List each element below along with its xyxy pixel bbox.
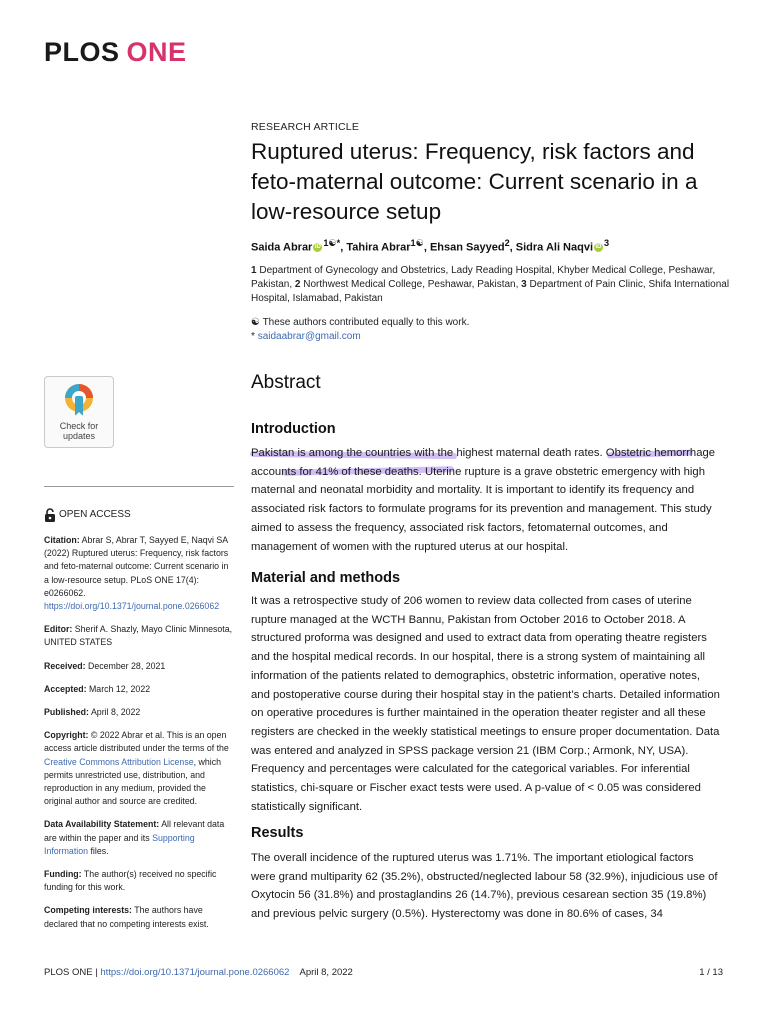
logo-one: ONE [126,37,187,67]
logo-plos: PLOS [44,37,120,67]
results-heading: Results [251,825,304,841]
affiliation-text: Northwest Medical College, Peshawar, Pakistan, [303,279,519,290]
introduction-text: Pakistan is among the countries with the highest maternal death rates. Obstetric hemorrhage accounts for 41% of these deaths. Uterine rupture is a grave obstetric emergency with high maternal and neonatal morbidity and mortality. It is important to identify its frequency and associated risk factors to formulate programs for its prevention and management. This study aimed to assess the frequency, associated risk factors, fetomaternal outcomes, and management of women with the ruptured uterus at our hospital. [251,447,716,553]
open-access-label: OPEN ACCESS [44,508,234,522]
author-name[interactable]: Tahira Abrar [346,241,411,254]
editor-block: Editor: Sherif A. Shazly, Mayo Clinic Minnesota, UNITED STATES [44,624,233,648]
author-affiliation-marker: 1☯* [323,238,341,248]
orcid-icon[interactable]: iD [595,244,602,251]
asterisk-marker: * [251,331,255,342]
sidebar-divider [44,486,234,487]
author-affiliation-marker: 1☯ [410,238,424,248]
competing-interests-block: Competing interests: The authors have declared that no competing interests exist. [44,905,209,929]
author-name[interactable]: Saida Abrar [251,241,313,254]
funding-block: Funding: The author(s) received no specific funding for this work. [44,869,217,893]
published-date: Published: April 8, 2022 [44,707,141,718]
methods-heading: Material and methods [251,570,401,586]
affiliation-number: 1 [251,265,257,276]
affiliation-text: Department of Pain Clinic, Shifa International Hospital, Islamabad, Pakistan [251,279,730,304]
email-link[interactable]: saidaabrar@gmail.com [257,331,361,342]
footer-journal: PLOS ONE [44,967,93,978]
affiliation-number: 2 [294,279,301,290]
methods-text: It was a retrospective study of 206 women to review data collected from cases of uterine rupture managed at the WCTH Bannu, Pakistan from October 2016 to October 2018. A structured proforma was designed and used to extract data from operating theatre registers and the hospital medical records. In our hospital, there is a strong system of maintaining all information of the patients related to demographics, obstetric information, operative notes, and postoperative course during their hospital stay in the patient’s charts. Detailed information on operative procedures is further maintained in the operation theater register and all these registers are checked in the weekly statistical meetings to ensure proper documentation. Data was entered and analyzed in SPSS package version 21 (IBM Corp.; Armonk, NY, USA). Frequency and percentages were calculated for the categorical variables. For inferential statistics, chi-square or Fischer exact tests were used. A p-value of < 0.05 was considered statistically significant. [251,595,720,813]
check-for-updates-badge[interactable] [44,376,114,448]
author-name[interactable]: Ehsan Sayyed [429,241,505,254]
open-lock-icon [44,508,56,522]
footer-date: April 8, 2022 [299,967,353,978]
crossmark-icon [63,382,95,420]
page-number: 1 / 13 [699,967,723,978]
accepted-date: Accepted: March 12, 2022 [44,683,151,694]
author-affiliation-marker: 3 [604,238,610,248]
supporting-information-link[interactable]: Supporting Information [44,832,195,856]
equal-contribution-note: ☯ These authors contributed equally to this work. [251,317,470,328]
article-info-sidebar [44,508,234,941]
affiliations [251,264,731,306]
author-name[interactable]: Sidra Ali Naqvi [515,241,594,254]
affiliation-number: 3 [521,279,527,290]
corresponding-email [251,330,731,344]
journal-logo[interactable] [44,36,187,68]
copyright-block: Copyright: © 2022 Abrar et al. This is an open access article distributed under the terms of the Creative Commons Attribution License, which permits unrestricted use, distribution, and reproduction in any medium, provided the original author and source are credited. [44,730,229,807]
citation-block: Citation: Abrar S, Abrar T, Sayyed E, Naqvi SA (2022) Ruptured uterus: Frequency, risk factors and feto-maternal outcome: Current scenario in a low-resource setup. PLoS ONE 17(4): e0266062. https://doi.org/10.1371/journal.pone.0266062 [44,535,229,612]
abstract-heading: Abstract [251,372,321,393]
article-type: RESEARCH ARTICLE [251,121,360,133]
footer-doi-link[interactable]: https://doi.org/10.1371/journal.pone.0266062 [100,967,290,978]
badge-label: Check for updates [59,421,99,441]
affiliation-text: Department of Gynecology and Obstetrics, Lady Reading Hospital, Khyber Medical College, Peshawar, Pakistan, [251,265,716,290]
author-notes [251,316,731,344]
results-text: The overall incidence of the ruptured uterus was 1.71%. The important etiological factors were grand multiparity 62 (35.2%), obstructed/neglected labour 58 (32.9%), injudicious use of Oxytocin 56 (31.8%) and prostaglandins 26 (14.7%), previous cesarean section 35 (19.8%) and previous pelvic surgery (0.5%). Hysterectomy was done in 80.6% of cases, 34 [251,852,718,921]
author-list: Saida Abrar iD $^{1☯*}$, Tahira Abrar$^{1☯}$, Ehsan Sayyed$^2$, Sidra Ali Naqvi iD $^3$ [251,238,610,254]
citation-doi-link[interactable]: https://doi.org/10.1371/journal.pone.0266062 [44,601,220,612]
introduction-heading: Introduction [251,421,336,437]
footer-separator: | [95,967,98,978]
received-date: Received: December 28, 2021 [44,660,166,671]
page-footer [44,967,353,978]
data-availability-block: Data Availability Statement: All relevant data are within the paper and its Supporting Information files. [44,819,225,856]
article-title: Ruptured uterus: Frequency, risk factors and feto-maternal outcome: Current scenario in a low-resource setup [251,139,698,224]
license-link[interactable]: Creative Commons Attribution License [44,756,194,767]
orcid-icon[interactable]: iD [314,244,321,251]
equal-contribution-icon: ☯ [251,317,260,328]
author-affiliation-marker: 2 [504,238,510,248]
